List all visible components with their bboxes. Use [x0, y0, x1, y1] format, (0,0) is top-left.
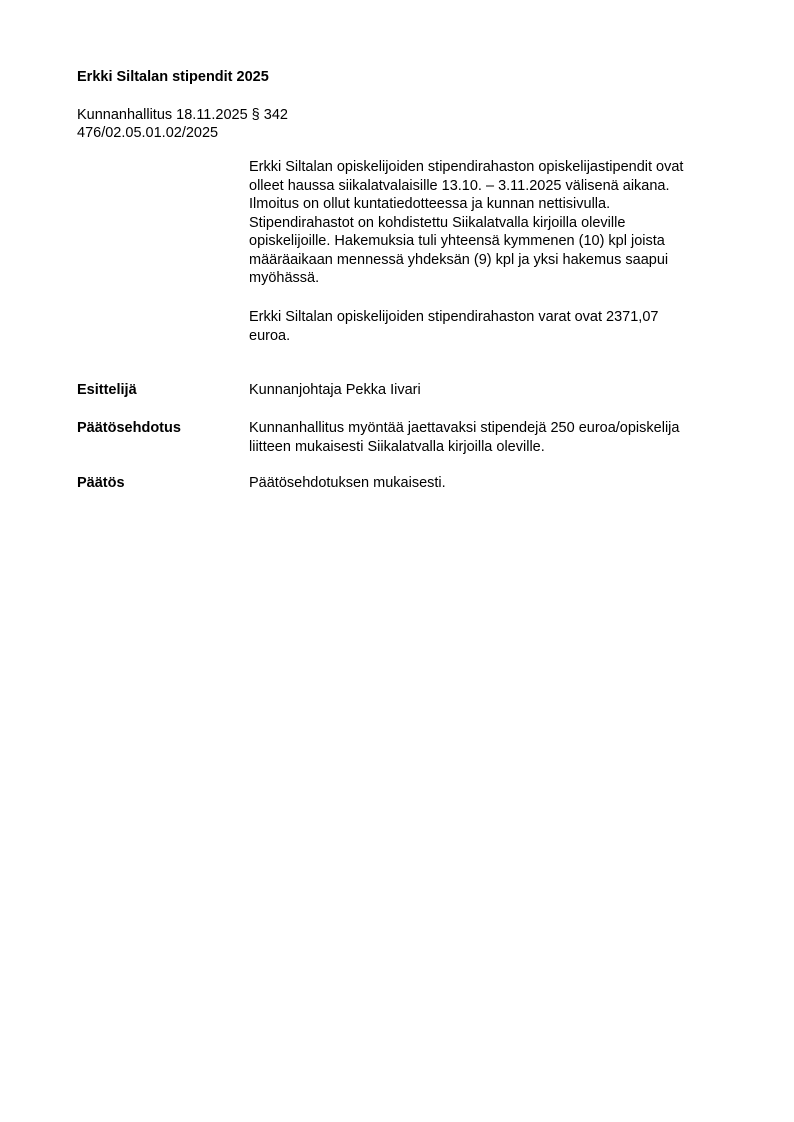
- decision-label: Päätös: [77, 475, 125, 491]
- proposal-line: Kunnanhallitus myöntää jaettavaksi stipendejä 250 euroa/opiskelija: [249, 420, 680, 436]
- reference-number: 476/02.05.01.02/2025: [77, 125, 219, 141]
- funds-line: Erkki Siltalan opiskelijoiden stipendirahaston varat ovat 2371,07: [249, 309, 659, 325]
- description-line: Ilmoitus on ollut kuntatiedotteessa ja kunnan nettisivulla.: [249, 196, 611, 212]
- funds-line: euroa.: [249, 327, 291, 344]
- funds-paragraph: [249, 308, 735, 345]
- description-line: olleet haussa siikalatvalaisille 13.10. – 3.11.2025 välisenä aikana.: [249, 177, 670, 194]
- proposal-line: liitteen mukaisesti Siikalatvalla kirjoilla oleville.: [249, 438, 545, 455]
- meeting-line: Kunnanhallitus 18.11.2025 § 342: [77, 107, 288, 123]
- description-line: Erkki Siltalan opiskelijoiden stipendirahaston opiskelijastipendit ovat: [249, 159, 684, 175]
- description-line: määräaikaan mennessä yhdeksän (9) kpl ja yksi hakemus saapui: [249, 251, 669, 268]
- proposal-value: [249, 419, 737, 456]
- document-title: Erkki Siltalan stipendit 2025: [77, 69, 269, 85]
- presenter-label: Esittelijä: [77, 382, 137, 398]
- presenter-value: Kunnanjohtaja Pekka Iivari: [249, 382, 421, 398]
- description-paragraph: [249, 158, 735, 288]
- description-line: Stipendirahastot on kohdistettu Siikalatvalla kirjoilla oleville: [249, 214, 626, 231]
- description-line: myöhässä.: [249, 270, 320, 286]
- description-line: opiskelijoille. Hakemuksia tuli yhteensä kymmenen (10) kpl joista: [249, 233, 665, 249]
- decision-value: Päätösehdotuksen mukaisesti.: [249, 475, 446, 491]
- meeting-info: [77, 106, 288, 142]
- proposal-label: Päätösehdotus: [77, 420, 181, 436]
